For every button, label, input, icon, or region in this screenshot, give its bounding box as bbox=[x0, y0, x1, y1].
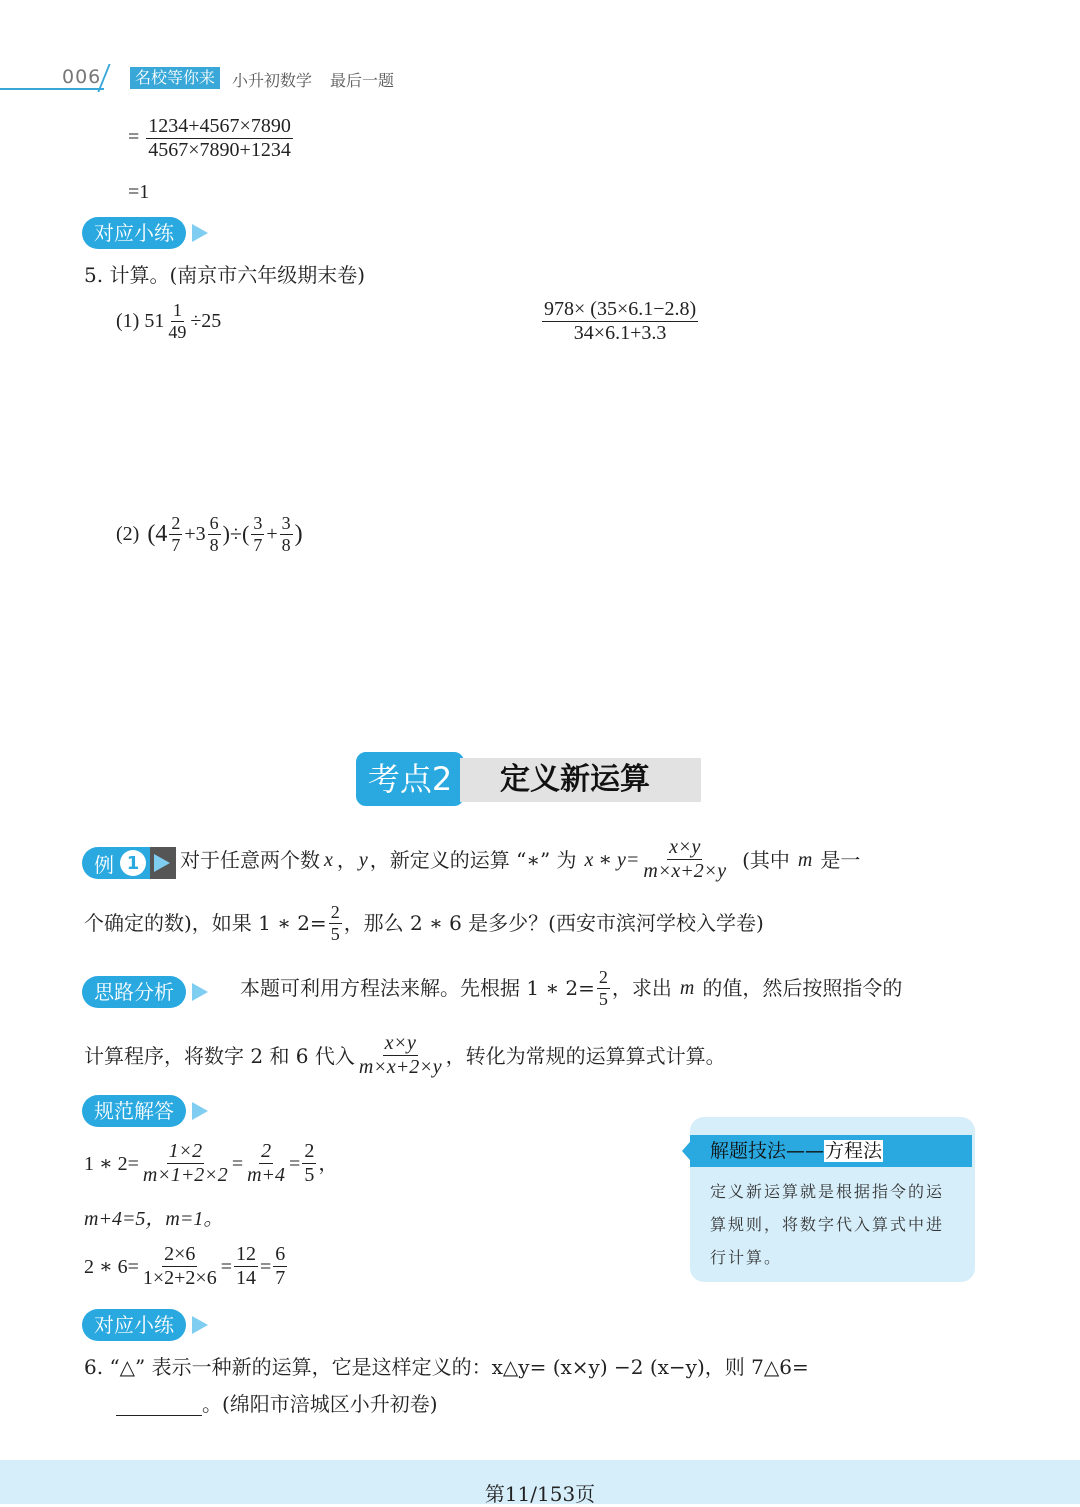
fraction-numerator: 1 bbox=[172, 300, 182, 320]
chevron-left-icon bbox=[682, 1135, 696, 1167]
solution-pill: 规范解答 bbox=[82, 1095, 186, 1127]
play-arrow-icon bbox=[192, 1316, 208, 1334]
solution-step3 bbox=[84, 1243, 289, 1290]
example-xy: x ∗ y= bbox=[584, 848, 640, 871]
analysis-tag bbox=[82, 976, 208, 1008]
tip-title bbox=[710, 1136, 883, 1166]
example-text-d: 是一 bbox=[820, 847, 861, 872]
q6-source: 。(绵阳市涪城区小升初卷) bbox=[202, 1392, 438, 1416]
equals-sign: = bbox=[289, 1152, 301, 1175]
fraction bbox=[251, 513, 264, 555]
series-label: 最后一题 bbox=[330, 71, 395, 90]
example-tag bbox=[82, 847, 170, 879]
q5-part1-fraction bbox=[166, 300, 188, 342]
play-arrow-icon bbox=[192, 1102, 208, 1120]
analysis-line2-a: 计算程序，将数字 2 和 6 代入 bbox=[84, 1043, 355, 1068]
analysis-fraction bbox=[597, 967, 610, 1009]
footer-page-indicator: 第11/153页 bbox=[484, 1482, 596, 1506]
fraction-numerator: 1×2 bbox=[168, 1140, 203, 1162]
fraction-numerator: 6 bbox=[275, 1243, 286, 1265]
fraction-denominator: 4567×7890+1234 bbox=[148, 139, 291, 161]
q5-part1 bbox=[116, 300, 221, 342]
fraction-denominator: 34×6.1+3.3 bbox=[573, 322, 667, 344]
solution-step2: m+4=5，m=1。 bbox=[84, 1208, 224, 1230]
fraction-denominator: 7 bbox=[253, 534, 263, 555]
analysis-line2 bbox=[84, 1032, 726, 1079]
fraction-numerator: 2 bbox=[304, 1140, 315, 1162]
analysis-pill: 思路分析 bbox=[82, 976, 186, 1008]
fraction-numerator: 12 bbox=[236, 1243, 256, 1265]
fraction bbox=[141, 1243, 219, 1290]
equals-sign: = bbox=[231, 1152, 244, 1175]
solution-s3-a: 2 ∗ 6= bbox=[84, 1255, 139, 1278]
example-pill bbox=[82, 847, 150, 879]
open-paren: (4 bbox=[147, 521, 168, 548]
practice-pill: 对应小练 bbox=[82, 217, 186, 249]
q5-title: 5. 计算。(南京市六年级期末卷) bbox=[84, 263, 366, 287]
fraction-numerator: 1234+4567×7890 bbox=[148, 115, 291, 137]
answer-blank[interactable] bbox=[116, 1395, 202, 1416]
example-text-c: (其中 bbox=[742, 847, 790, 872]
section-title: 定义新运算 bbox=[460, 758, 701, 802]
example-text-b: ，新定义的运算 “∗” 为 bbox=[369, 847, 577, 872]
fraction-denominator: 49 bbox=[168, 321, 187, 342]
equals-sign: = bbox=[128, 126, 140, 149]
fraction-denominator: 5 bbox=[304, 1164, 315, 1186]
tip-title-a: 解题技法—— bbox=[710, 1140, 825, 1162]
var-m: m bbox=[679, 977, 695, 1000]
analysis-line2-b: ，转化为常规的运算算式计算。 bbox=[445, 1043, 726, 1068]
header-rule bbox=[0, 88, 104, 90]
analysis-text-b: ，求出 bbox=[611, 976, 672, 1001]
analysis-line2-fraction bbox=[357, 1032, 444, 1079]
q5-part1b bbox=[540, 298, 700, 345]
solution-tag bbox=[82, 1095, 208, 1127]
divide-sign: )÷( bbox=[222, 521, 250, 547]
plus-three: +3 bbox=[184, 523, 206, 546]
solution-step1 bbox=[84, 1140, 338, 1187]
analysis-text-a: 本题可利用方程法来解。先根据 1 ∗ 2= bbox=[240, 976, 595, 1001]
fraction bbox=[208, 513, 221, 555]
example-text-a: 对于任意两个数 bbox=[180, 847, 320, 872]
section-badge: 考点2 bbox=[356, 752, 464, 806]
fraction-denominator: 14 bbox=[236, 1267, 256, 1289]
equals-sign: = bbox=[220, 1255, 232, 1278]
fraction-numerator: 2 bbox=[598, 967, 608, 987]
var-x: x bbox=[324, 848, 333, 871]
example-line2-b: ，那么 2 ∗ 6 是多少？(西安市滨河学校入学卷) bbox=[343, 911, 764, 936]
fraction-denominator: m+4 bbox=[247, 1164, 286, 1186]
fraction-numerator: 2 bbox=[261, 1140, 272, 1162]
fraction-numerator: 2 bbox=[330, 902, 340, 922]
q5-part2 bbox=[116, 513, 303, 555]
example-number: 1 bbox=[120, 850, 146, 876]
example-label: 例 bbox=[94, 852, 114, 877]
fraction-denominator: 1×2+2×6 bbox=[142, 1267, 217, 1289]
example-line2-a: 个确定的数)，如果 1 ∗ 2= bbox=[84, 911, 327, 936]
fraction-numerator: 6 bbox=[209, 513, 219, 533]
practice-pill: 对应小练 bbox=[82, 1309, 186, 1341]
example-line2 bbox=[84, 902, 764, 944]
top-calc-line bbox=[128, 115, 295, 162]
fraction bbox=[280, 513, 293, 555]
solution-s1-a: 1 ∗ 2= bbox=[84, 1152, 139, 1175]
fraction-numerator: x×y bbox=[669, 836, 701, 858]
fraction bbox=[169, 513, 182, 555]
fraction-numerator: 3 bbox=[281, 513, 291, 533]
analysis-line1 bbox=[240, 967, 902, 1009]
fraction bbox=[234, 1243, 258, 1290]
q5-part1-rest: ÷25 bbox=[190, 310, 222, 333]
tip-box bbox=[690, 1117, 975, 1282]
fraction-denominator: 7 bbox=[275, 1267, 286, 1289]
play-arrow-icon bbox=[154, 854, 170, 872]
analysis-text-c: 的值，然后按照指令的 bbox=[702, 976, 903, 1001]
comma: ， bbox=[318, 1152, 339, 1175]
practice-tag-2 bbox=[82, 1309, 208, 1341]
fraction-numerator: 2×6 bbox=[164, 1243, 196, 1265]
example-comma: ， bbox=[336, 847, 357, 872]
q5-part1-label: (1) 51 bbox=[116, 310, 165, 333]
fraction-denominator: m×1+2×2 bbox=[142, 1164, 228, 1186]
fraction-denominator: 7 bbox=[171, 534, 181, 555]
var-m: m bbox=[797, 848, 813, 871]
play-arrow-icon bbox=[192, 224, 208, 242]
fraction-numerator: 2 bbox=[171, 513, 181, 533]
tip-title-b: 方程法 bbox=[825, 1140, 883, 1162]
fraction-denominator: 5 bbox=[598, 988, 608, 1009]
fraction-numerator: 978× (35×6.1−2.8) bbox=[544, 298, 697, 320]
example-line2-fraction bbox=[329, 902, 342, 944]
fraction bbox=[273, 1243, 287, 1290]
fraction-denominator: 8 bbox=[209, 534, 219, 555]
fraction bbox=[302, 1140, 316, 1187]
fraction-numerator: x×y bbox=[384, 1032, 416, 1054]
var-y: y bbox=[358, 848, 368, 871]
play-arrow-icon bbox=[192, 983, 208, 1001]
close-paren: ) bbox=[294, 521, 303, 548]
fraction-denominator: 5 bbox=[330, 923, 340, 944]
brand-badge: 名校等你来 bbox=[130, 67, 220, 89]
q5-part2-label: (2) bbox=[116, 523, 140, 546]
fraction-denominator: m×x+2×y bbox=[358, 1056, 442, 1078]
equals-sign: = bbox=[260, 1255, 272, 1278]
fraction bbox=[245, 1140, 287, 1187]
top-calc-fraction bbox=[146, 115, 293, 162]
q5-part1b-fraction bbox=[542, 298, 698, 345]
q6-line2 bbox=[116, 1392, 438, 1416]
fraction-numerator: 3 bbox=[253, 513, 263, 533]
practice-tag bbox=[82, 217, 208, 249]
example-fraction bbox=[641, 836, 728, 883]
top-calc-result: =1 bbox=[128, 181, 150, 203]
fraction-denominator: 8 bbox=[281, 534, 291, 555]
fraction-denominator: m×x+2×y bbox=[643, 860, 727, 882]
fraction bbox=[141, 1140, 230, 1187]
subject-label: 小升初数学 bbox=[232, 71, 313, 90]
page-number: 006 bbox=[62, 66, 102, 88]
plus-sign: + bbox=[266, 523, 278, 546]
tip-body: 定义新运算就是根据指令的运算规则，将数字代入算式中进行计算。 bbox=[710, 1182, 945, 1267]
q6-line1: 6. “△” 表示一种新的运算，它是这样定义的：x△y= (x×y) −2 (x−y)，则 7△6= bbox=[84, 1355, 809, 1379]
example-line1 bbox=[180, 836, 860, 883]
